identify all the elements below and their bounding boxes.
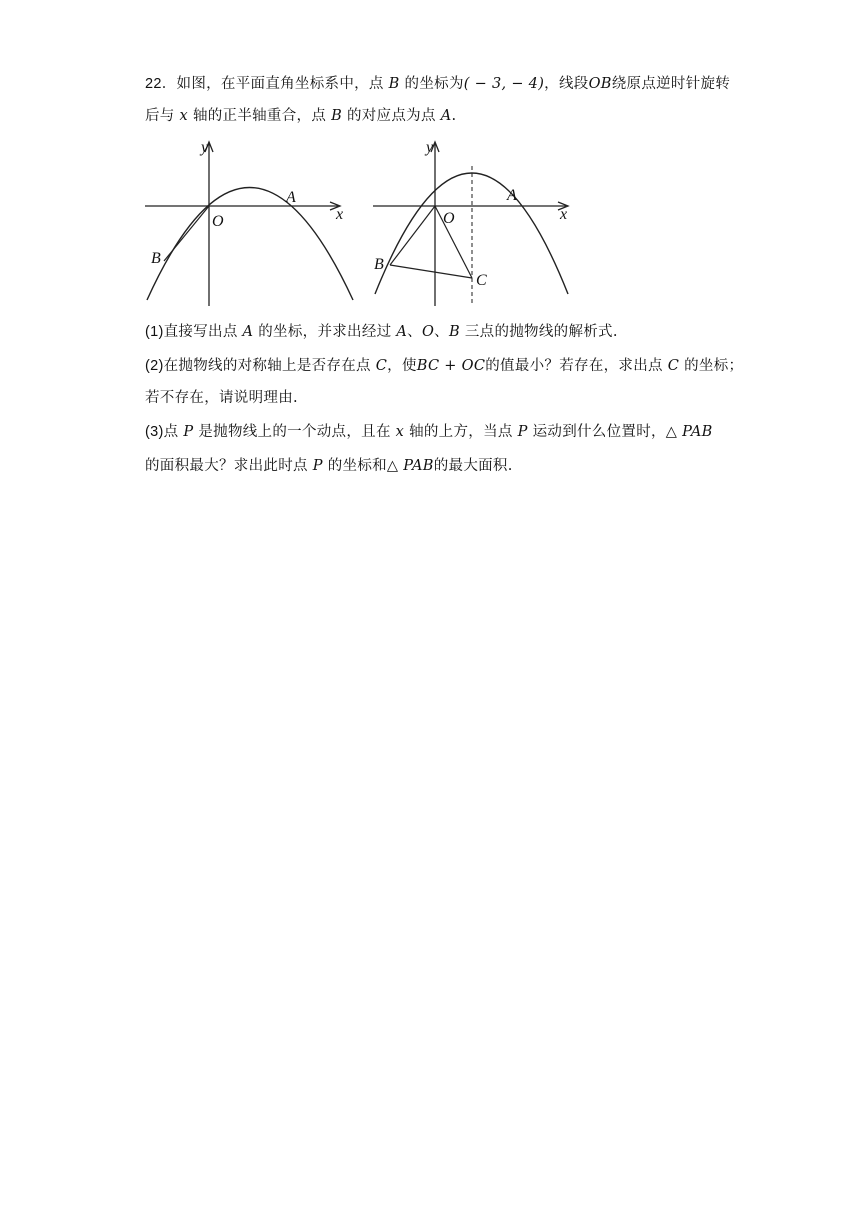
point-a-label: A bbox=[396, 324, 408, 340]
problem-stem-line1 bbox=[145, 74, 730, 94]
figure-1 bbox=[140, 138, 360, 310]
label-o: O bbox=[443, 210, 455, 227]
question-number: (1) bbox=[145, 324, 164, 340]
segment-bc bbox=[390, 265, 472, 278]
question-text: 、 bbox=[407, 324, 422, 340]
stem-text: ．如图，在平面直角坐标系中，点 bbox=[161, 76, 384, 92]
question-3-line2 bbox=[145, 456, 513, 476]
question-text: 的面积最大？求出此时点 bbox=[145, 458, 308, 474]
question-text: 的坐标，并求出经过 bbox=[258, 324, 392, 340]
label-x: x bbox=[336, 206, 344, 223]
label-o: O bbox=[212, 213, 224, 230]
point-p-label: P bbox=[517, 424, 528, 440]
question-3 bbox=[145, 422, 713, 442]
stem-text: 绕原点逆时针旋转 bbox=[611, 76, 731, 92]
point-c-label: C bbox=[375, 358, 388, 374]
question-text: 、 bbox=[434, 324, 449, 340]
point-o-label: O bbox=[421, 324, 435, 340]
question-text: 轴的上方，当点 bbox=[409, 424, 513, 440]
problem-number: 22 bbox=[145, 76, 162, 92]
question-text: 的坐标和 bbox=[327, 458, 387, 474]
question-2-line2 bbox=[145, 388, 298, 408]
label-x: x bbox=[560, 206, 568, 223]
stem-text: 的坐标为 bbox=[404, 76, 464, 92]
x-variable: x bbox=[395, 424, 405, 440]
figure-2 bbox=[368, 138, 588, 310]
question-text: 点 bbox=[163, 424, 179, 440]
coord-b: ( − 3, − 4) bbox=[463, 76, 545, 92]
point-p-label: P bbox=[183, 424, 194, 440]
point-a-label: A bbox=[440, 108, 452, 124]
question-text: 的最大面积. bbox=[433, 458, 513, 474]
question-2 bbox=[145, 356, 743, 376]
point-p-label: P bbox=[312, 458, 323, 474]
stem-text: . bbox=[451, 108, 457, 124]
label-a: A bbox=[286, 189, 296, 206]
problem-stem-line2 bbox=[145, 106, 456, 126]
question-text: 三点的抛物线的解析式. bbox=[464, 324, 618, 340]
question-text: 是抛物线上的一个动点，且在 bbox=[198, 424, 391, 440]
label-y: y bbox=[426, 139, 434, 156]
label-a: A bbox=[507, 187, 517, 204]
segment-ob bbox=[164, 206, 209, 261]
label-c: C bbox=[476, 272, 487, 289]
stem-text: 的对应点为点 bbox=[346, 108, 436, 124]
triangle-pab: △ PAB bbox=[665, 424, 713, 440]
question-text: 直接写出点 bbox=[163, 324, 238, 340]
question-text: ，使 bbox=[387, 358, 417, 374]
point-a-label: A bbox=[242, 324, 254, 340]
point-b-label: B bbox=[448, 324, 460, 340]
triangle-pab: △ PAB bbox=[386, 458, 434, 474]
label-b: B bbox=[374, 256, 384, 273]
stem-text: 轴的正半轴重合，点 bbox=[192, 108, 327, 124]
segment-ob bbox=[390, 206, 435, 265]
label-y: y bbox=[201, 139, 209, 156]
segment-ob: OB bbox=[588, 76, 612, 92]
question-text: 运动到什么位置时， bbox=[532, 424, 666, 440]
question-text: 在抛物线的对称轴上是否存在点 bbox=[163, 358, 371, 374]
expression-bc-oc: BC + OC bbox=[416, 358, 486, 374]
question-number: (3) bbox=[145, 424, 164, 440]
stem-text: 后与 bbox=[145, 108, 175, 124]
question-text: 的坐标； bbox=[684, 358, 744, 374]
question-1 bbox=[145, 322, 618, 342]
question-number: (2) bbox=[145, 358, 164, 374]
label-b: B bbox=[151, 250, 161, 267]
point-b-label: B bbox=[331, 108, 343, 124]
point-c-label: C bbox=[667, 358, 680, 374]
stem-text: ，线段 bbox=[544, 76, 589, 92]
question-text: 若不存在，请说明理由. bbox=[145, 390, 298, 406]
point-b-label: B bbox=[388, 76, 400, 92]
x-variable: x bbox=[179, 108, 189, 124]
question-text: 的值最小？若存在，求出点 bbox=[485, 358, 663, 374]
